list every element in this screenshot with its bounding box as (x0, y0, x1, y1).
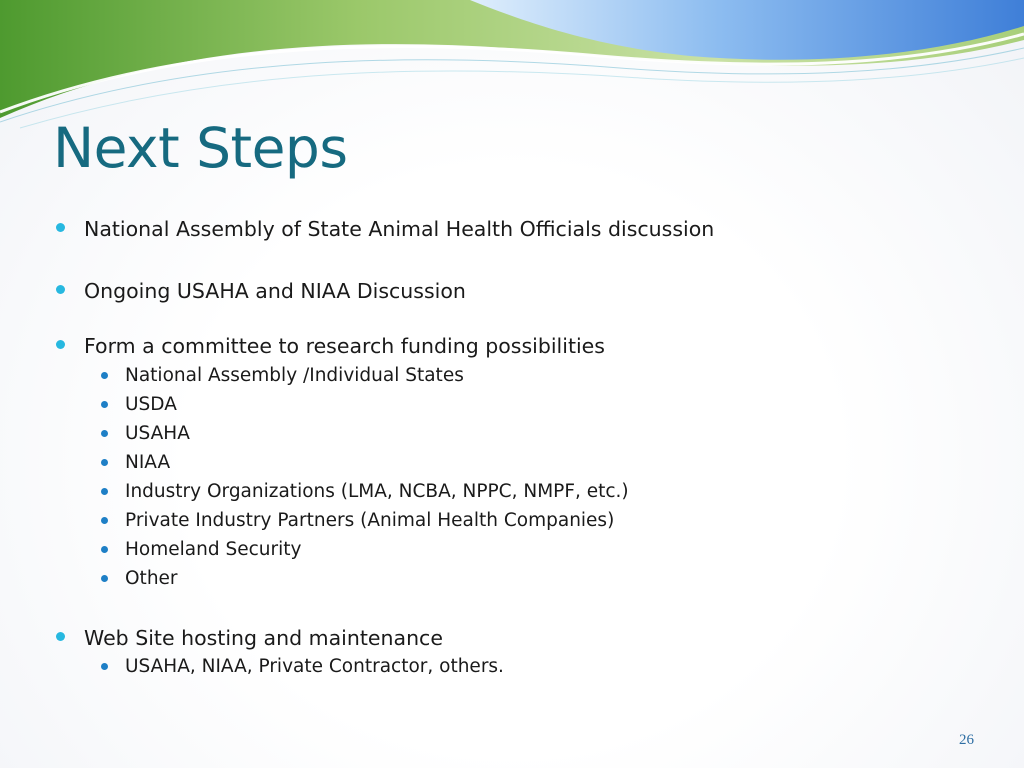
bullet-dot-icon (56, 285, 65, 294)
bullet-dot-icon (56, 223, 65, 232)
sub-bullet-item (125, 421, 190, 447)
sub-bullet-text: Private Industry Partners (Animal Health Companies) (125, 510, 615, 531)
sub-bullet-text: USAHA (125, 423, 190, 444)
bullet-text: Ongoing USAHA and NIAA Discussion (84, 279, 466, 303)
sub-bullet-dot-icon (101, 663, 108, 670)
sub-bullet-item (125, 450, 170, 476)
sub-bullet-text: USAHA, NIAA, Private Contractor, others. (125, 656, 504, 677)
bullet-text: Form a committee to research funding possibilities (84, 334, 605, 358)
sub-bullet-item (125, 654, 504, 680)
bullet-text: National Assembly of State Animal Health Officials discussion (84, 217, 715, 241)
sub-bullet-item (125, 566, 178, 592)
sub-bullet-dot-icon (101, 575, 108, 582)
sub-bullet-dot-icon (101, 517, 108, 524)
bullet-dot-icon (56, 632, 65, 641)
sub-bullet-text: Other (125, 568, 178, 589)
sub-bullet-dot-icon (101, 372, 108, 379)
bullet-item (84, 277, 466, 305)
sub-bullet-item (125, 363, 464, 389)
sub-bullet-text: USDA (125, 394, 177, 415)
sub-bullet-dot-icon (101, 488, 108, 495)
page-number: 26 (959, 732, 974, 748)
sub-bullet-dot-icon (101, 546, 108, 553)
bullet-item (84, 215, 714, 243)
sub-bullet-text: National Assembly /Individual States (125, 365, 464, 386)
bullet-text: Web Site hosting and maintenance (84, 626, 443, 650)
sub-bullet-item (125, 537, 301, 563)
sub-bullet-dot-icon (101, 430, 108, 437)
sub-bullet-item (125, 508, 614, 534)
sub-bullet-item (125, 479, 629, 505)
bullet-dot-icon (56, 340, 65, 349)
sub-bullet-item (125, 392, 177, 418)
sub-bullet-text: Homeland Security (125, 539, 302, 560)
sub-bullet-text: Industry Organizations (LMA, NCBA, NPPC, NMPF, etc.) (125, 481, 629, 502)
sub-bullet-dot-icon (101, 401, 108, 408)
bullet-item (84, 624, 443, 652)
slide-title: Next Steps (53, 116, 348, 180)
sub-bullet-text: NIAA (125, 452, 171, 473)
sub-bullet-dot-icon (101, 459, 108, 466)
bullet-item (84, 332, 605, 360)
